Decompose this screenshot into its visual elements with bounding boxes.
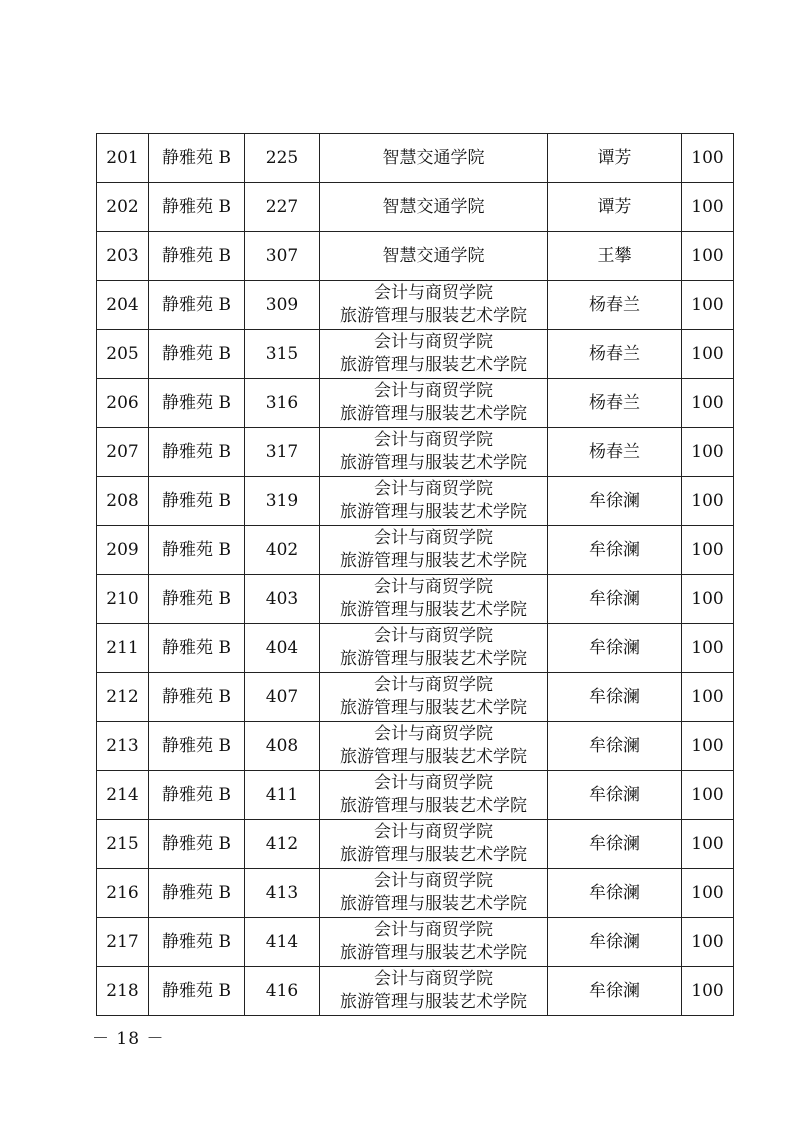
department-cell [320, 379, 548, 428]
department-name: 旅游管理与服装艺术学院 [340, 355, 527, 375]
room-number-cell: 413 [245, 869, 320, 918]
building-cell: 静雅苑 B [149, 428, 245, 477]
table-row [97, 477, 734, 526]
row-number-cell: 211 [97, 624, 149, 673]
department-cell [320, 281, 548, 330]
department-cell [320, 820, 548, 869]
table-row [97, 771, 734, 820]
inspector-name-cell: 牟徐澜 [548, 771, 682, 820]
department-cell [320, 428, 548, 477]
inspector-name-cell: 杨春兰 [548, 379, 682, 428]
table-body [97, 134, 734, 1016]
inspector-name-cell: 杨春兰 [548, 281, 682, 330]
department-name: 会计与商贸学院 [374, 871, 493, 891]
inspector-name-cell: 牟徐澜 [548, 967, 682, 1016]
department-name: 会计与商贸学院 [374, 969, 493, 989]
row-number-cell: 210 [97, 575, 149, 624]
room-number-cell: 414 [245, 918, 320, 967]
department-name: 旅游管理与服装艺术学院 [340, 551, 527, 571]
score-cell: 100 [682, 722, 734, 771]
department-name: 智慧交通学院 [382, 245, 485, 266]
table-row [97, 379, 734, 428]
room-number-cell: 317 [245, 428, 320, 477]
table-row [97, 869, 734, 918]
table-row [97, 575, 734, 624]
score-cell: 100 [682, 134, 734, 183]
score-cell: 100 [682, 330, 734, 379]
building-cell: 静雅苑 B [149, 820, 245, 869]
inspector-name-cell: 谭芳 [548, 183, 682, 232]
department-name: 会计与商贸学院 [374, 773, 493, 793]
table-row [97, 281, 734, 330]
department-name: 会计与商贸学院 [374, 479, 493, 499]
department-name: 会计与商贸学院 [374, 724, 493, 744]
building-cell: 静雅苑 B [149, 575, 245, 624]
room-number-cell: 307 [245, 232, 320, 281]
table-row [97, 918, 734, 967]
score-cell: 100 [682, 379, 734, 428]
building-cell: 静雅苑 B [149, 722, 245, 771]
department-cell [320, 967, 548, 1016]
department-name: 智慧交通学院 [382, 196, 485, 217]
room-number-cell: 408 [245, 722, 320, 771]
department-cell [320, 134, 548, 183]
room-number-cell: 404 [245, 624, 320, 673]
room-number-cell: 319 [245, 477, 320, 526]
department-name: 会计与商贸学院 [374, 626, 493, 646]
department-cell [320, 918, 548, 967]
department-name: 会计与商贸学院 [374, 381, 493, 401]
row-number-cell: 204 [97, 281, 149, 330]
department-name: 旅游管理与服装艺术学院 [340, 600, 527, 620]
row-number-cell: 202 [97, 183, 149, 232]
room-number-cell: 416 [245, 967, 320, 1016]
department-cell [320, 477, 548, 526]
department-name: 会计与商贸学院 [374, 528, 493, 548]
department-name: 旅游管理与服装艺术学院 [340, 845, 527, 865]
table-row [97, 428, 734, 477]
row-number-cell: 203 [97, 232, 149, 281]
department-cell [320, 624, 548, 673]
room-number-cell: 227 [245, 183, 320, 232]
inspector-name-cell: 牟徐澜 [548, 918, 682, 967]
department-name: 旅游管理与服装艺术学院 [340, 404, 527, 424]
inspector-name-cell: 牟徐澜 [548, 575, 682, 624]
row-number-cell: 205 [97, 330, 149, 379]
inspector-name-cell: 牟徐澜 [548, 477, 682, 526]
inspector-name-cell: 牟徐澜 [548, 526, 682, 575]
table-row [97, 673, 734, 722]
row-number-cell: 213 [97, 722, 149, 771]
building-cell: 静雅苑 B [149, 918, 245, 967]
department-name: 旅游管理与服装艺术学院 [340, 306, 527, 326]
department-name: 智慧交通学院 [382, 147, 485, 168]
department-cell [320, 330, 548, 379]
department-name: 会计与商贸学院 [374, 430, 493, 450]
score-cell: 100 [682, 477, 734, 526]
building-cell: 静雅苑 B [149, 232, 245, 281]
department-name: 旅游管理与服装艺术学院 [340, 649, 527, 669]
score-cell: 100 [682, 967, 734, 1016]
score-cell: 100 [682, 869, 734, 918]
inspector-name-cell: 谭芳 [548, 134, 682, 183]
department-cell [320, 232, 548, 281]
department-cell [320, 722, 548, 771]
row-number-cell: 215 [97, 820, 149, 869]
table-row [97, 232, 734, 281]
room-number-cell: 403 [245, 575, 320, 624]
inspector-name-cell: 牟徐澜 [548, 869, 682, 918]
table-row [97, 330, 734, 379]
row-number-cell: 206 [97, 379, 149, 428]
row-number-cell: 212 [97, 673, 149, 722]
score-cell: 100 [682, 575, 734, 624]
building-cell: 静雅苑 B [149, 869, 245, 918]
department-name: 旅游管理与服装艺术学院 [340, 943, 527, 963]
room-number-cell: 402 [245, 526, 320, 575]
department-cell [320, 771, 548, 820]
building-cell: 静雅苑 B [149, 281, 245, 330]
row-number-cell: 218 [97, 967, 149, 1016]
department-name: 会计与商贸学院 [374, 675, 493, 695]
department-name: 会计与商贸学院 [374, 332, 493, 352]
inspector-name-cell: 牟徐澜 [548, 820, 682, 869]
department-name: 会计与商贸学院 [374, 920, 493, 940]
department-name: 会计与商贸学院 [374, 283, 493, 303]
score-cell: 100 [682, 232, 734, 281]
inspector-name-cell: 牟徐澜 [548, 722, 682, 771]
table-row [97, 820, 734, 869]
building-cell: 静雅苑 B [149, 330, 245, 379]
room-number-cell: 309 [245, 281, 320, 330]
room-number-cell: 225 [245, 134, 320, 183]
score-cell: 100 [682, 771, 734, 820]
inspector-name-cell: 杨春兰 [548, 428, 682, 477]
building-cell: 静雅苑 B [149, 183, 245, 232]
department-name: 旅游管理与服装艺术学院 [340, 453, 527, 473]
department-name: 旅游管理与服装艺术学院 [340, 747, 527, 767]
inspection-results-table [96, 133, 734, 1016]
score-cell: 100 [682, 183, 734, 232]
building-cell: 静雅苑 B [149, 967, 245, 1016]
score-cell: 100 [682, 281, 734, 330]
building-cell: 静雅苑 B [149, 526, 245, 575]
room-number-cell: 407 [245, 673, 320, 722]
inspector-name-cell: 王攀 [548, 232, 682, 281]
score-cell: 100 [682, 428, 734, 477]
department-name: 旅游管理与服装艺术学院 [340, 502, 527, 522]
row-number-cell: 208 [97, 477, 149, 526]
row-number-cell: 209 [97, 526, 149, 575]
row-number-cell: 201 [97, 134, 149, 183]
page-number: － 18 － [92, 1029, 165, 1049]
table-row [97, 624, 734, 673]
department-cell [320, 183, 548, 232]
inspector-name-cell: 杨春兰 [548, 330, 682, 379]
row-number-cell: 217 [97, 918, 149, 967]
building-cell: 静雅苑 B [149, 624, 245, 673]
department-name: 旅游管理与服装艺术学院 [340, 796, 527, 816]
score-cell: 100 [682, 918, 734, 967]
building-cell: 静雅苑 B [149, 477, 245, 526]
room-number-cell: 412 [245, 820, 320, 869]
department-cell [320, 869, 548, 918]
inspector-name-cell: 牟徐澜 [548, 673, 682, 722]
table-row [97, 183, 734, 232]
table-row [97, 722, 734, 771]
inspector-name-cell: 牟徐澜 [548, 624, 682, 673]
row-number-cell: 216 [97, 869, 149, 918]
department-cell [320, 526, 548, 575]
score-cell: 100 [682, 526, 734, 575]
department-name: 会计与商贸学院 [374, 822, 493, 842]
department-cell [320, 673, 548, 722]
department-name: 旅游管理与服装艺术学院 [340, 894, 527, 914]
building-cell: 静雅苑 B [149, 379, 245, 428]
building-cell: 静雅苑 B [149, 771, 245, 820]
room-number-cell: 411 [245, 771, 320, 820]
building-cell: 静雅苑 B [149, 673, 245, 722]
table-row [97, 967, 734, 1016]
department-name: 旅游管理与服装艺术学院 [340, 698, 527, 718]
score-cell: 100 [682, 820, 734, 869]
score-cell: 100 [682, 673, 734, 722]
building-cell: 静雅苑 B [149, 134, 245, 183]
department-name: 会计与商贸学院 [374, 577, 493, 597]
score-cell: 100 [682, 624, 734, 673]
department-cell [320, 575, 548, 624]
table-row [97, 526, 734, 575]
room-number-cell: 316 [245, 379, 320, 428]
department-name: 旅游管理与服装艺术学院 [340, 992, 527, 1012]
room-number-cell: 315 [245, 330, 320, 379]
row-number-cell: 207 [97, 428, 149, 477]
table-row [97, 134, 734, 183]
row-number-cell: 214 [97, 771, 149, 820]
